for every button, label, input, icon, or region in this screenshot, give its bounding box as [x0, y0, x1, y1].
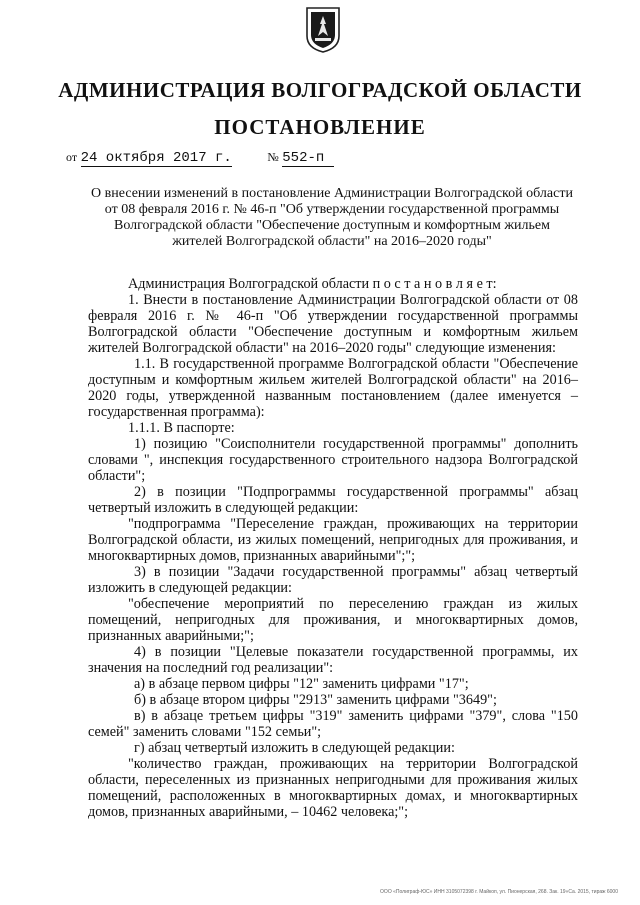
- document-date: 24 октября 2017 г.: [80, 150, 232, 166]
- coat-of-arms-icon: [305, 6, 341, 54]
- body-paragraph: 2) в позиции "Подпрограммы государственной программы" абзац четвертый изложить в следующей редакции:: [88, 484, 578, 516]
- printer-footer: ООО «Полиграф-ЮС» ИНН 3105072398 г. Майкоп, ул. Пионерская, 268. Зак. 19«Са. 2015, тираж 6000: [380, 889, 618, 895]
- document-number: 552-п: [282, 150, 334, 167]
- number-prefix: №: [267, 150, 279, 164]
- date-number-line: [66, 150, 334, 166]
- body-paragraph: б) в абзаце втором цифры "2913" заменить цифрами "3649";: [134, 692, 497, 708]
- body-paragraph: 1) позицию "Соисполнители государственной программы" дополнить словами ", инспекция государственного строительного надзора Волгоградской области";: [88, 436, 578, 484]
- document-body: [88, 276, 578, 820]
- body-paragraph: 4) в позиции "Целевые показатели государственной программы, их значения на последний год реализации":: [88, 644, 578, 676]
- organization-name: АДМИНИСТРАЦИЯ ВОЛГОГРАДСКОЙ ОБЛАСТИ: [58, 78, 582, 102]
- body-paragraph: 1. Внести в постановление Администрации Волгоградской области от 08 февраля 2016 г. № 46-п "Об утверждении государственной программы Волгоградской области "Обеспечение доступным и комфортным жильем жителей Волгоградской области" на 2016–2020 годы" следующие изменения:: [88, 292, 578, 356]
- document-type: ПОСТАНОВЛЕНИЕ: [214, 115, 426, 139]
- body-paragraph: а) в абзаце первом цифры "12" заменить цифрами "17";: [134, 676, 469, 692]
- body-paragraph: "обеспечение мероприятий по переселению граждан из жилых помещений, непригодных для проживания, и многоквартирных домов, признанных аварийными;";: [88, 596, 578, 644]
- body-paragraph: в) в абзаце третьем цифры "319" заменить цифрами "379", слова "150 семей" заменить словами "152 семьи";: [88, 708, 578, 740]
- body-paragraph: г) абзац четвертый изложить в следующей редакции:: [134, 740, 455, 756]
- document-subject: О внесении изменений в постановление Администрации Волгоградской области от 08 февраля 2016 г. № 46-п "Об утверждении государственной программы Волгоградской области "Обеспечение доступным и комфортным жильем жителей Волгоградской области" на 2016–2020 годы": [91, 186, 573, 249]
- body-paragraph: Администрация Волгоградской области п о с т а н о в л я е т:: [128, 276, 497, 292]
- body-paragraph: "количество граждан, проживающих на территории Волгоградской области, переселенных из признанных непригодными для проживания жилых помещений, расположенных в многоквартирных домах, и многоквартирных домов, признанных аварийными, – 10462 человека;";: [88, 756, 578, 820]
- date-prefix: от: [66, 150, 78, 164]
- body-paragraph: 1.1. В государственной программе Волгоградской области "Обеспечение доступным и комфортным жильем жителей Волгоградской области" на 2016–2020 годы, утвержденной названным постановлением (далее именуется – государственная программа):: [88, 356, 578, 420]
- body-paragraph: "подпрограмма "Переселение граждан, проживающих на территории Волгоградской области, из жилых помещений, непригодных для проживания, и многоквартирных домов, признанных аварийными";";: [88, 516, 578, 564]
- body-paragraph: 3) в позиции "Задачи государственной программы" абзац четвертый изложить в следующей редакции:: [88, 564, 578, 596]
- body-paragraph: 1.1.1. В паспорте:: [128, 420, 235, 436]
